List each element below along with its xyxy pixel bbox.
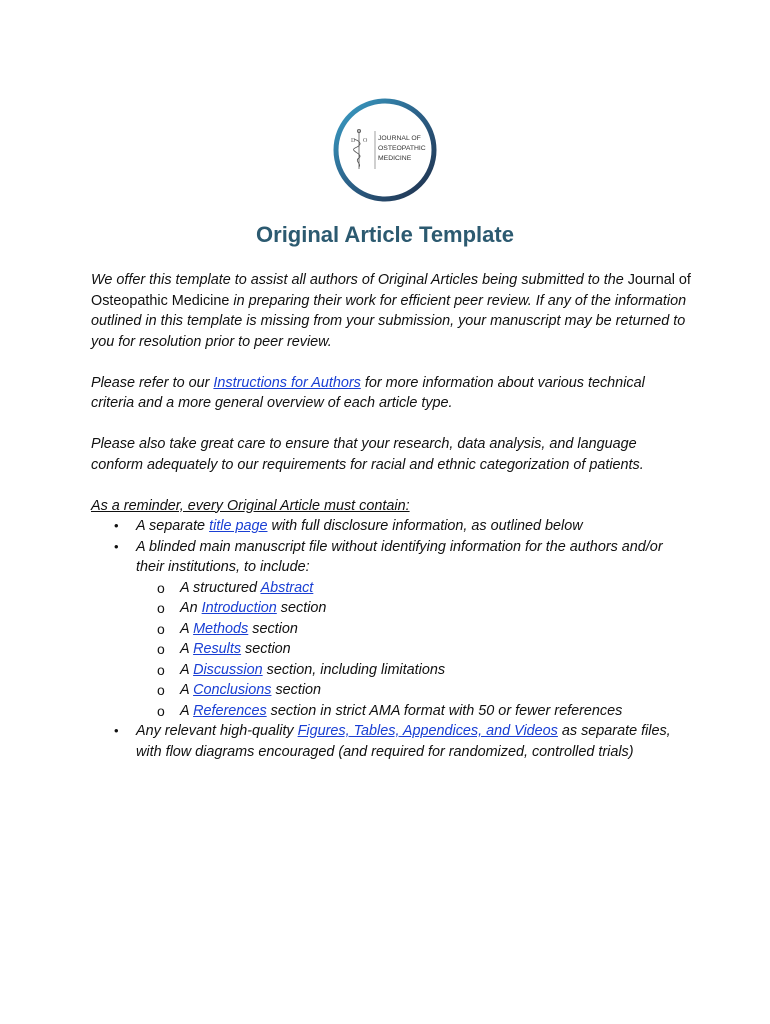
intro-paragraph-2 bbox=[91, 373, 691, 414]
logo-monogram-d: D bbox=[351, 138, 356, 144]
sub-bullet-marker: o bbox=[157, 620, 165, 637]
logo-text-line-2: OSTEOPATHIC bbox=[378, 145, 426, 152]
requirements-list bbox=[91, 516, 691, 762]
list-text: A bbox=[180, 682, 194, 698]
bullet-marker: • bbox=[114, 518, 119, 533]
sub-bullet-marker: o bbox=[157, 661, 165, 678]
journal-logo bbox=[332, 97, 438, 203]
list-item bbox=[91, 721, 691, 762]
intro-text: for more information about various technical criteria and a more general overview of each article type. bbox=[91, 374, 645, 411]
list-text: section bbox=[248, 620, 298, 637]
list-item bbox=[91, 598, 691, 619]
instructions-for-authors-link[interactable]: Instructions for Authors bbox=[213, 374, 361, 391]
list-item bbox=[91, 537, 691, 722]
abstract-link[interactable]: Abstract bbox=[260, 579, 314, 596]
document-body bbox=[91, 270, 691, 762]
document-title: Original Article Template bbox=[256, 222, 514, 247]
bullet-marker: • bbox=[114, 723, 119, 738]
list-text: A bbox=[180, 641, 194, 657]
conclusions-link[interactable]: Conclusions bbox=[193, 682, 272, 698]
list-text: section bbox=[241, 641, 291, 657]
list-item bbox=[91, 680, 691, 701]
list-text: A bbox=[180, 702, 194, 719]
sub-bullet-marker: o bbox=[157, 641, 165, 657]
logo-text-line-3: MEDICINE bbox=[378, 155, 412, 162]
list-text: section bbox=[276, 600, 327, 616]
list-item bbox=[91, 578, 691, 599]
journal-name: Journal of Osteopathic Medicine bbox=[91, 272, 691, 309]
bullet-marker: • bbox=[114, 538, 119, 554]
list-text: section, including limitations bbox=[262, 661, 446, 678]
reminder-heading: As a reminder, every Original Article must contain: bbox=[91, 497, 410, 514]
references-link[interactable]: References bbox=[193, 702, 267, 719]
logo-monogram-o: O bbox=[363, 138, 368, 144]
list-item bbox=[91, 516, 691, 537]
list-text: A blinded main manuscript file without identifying information for the authors and/or their institutions, to include: bbox=[136, 538, 663, 575]
sub-bullet-marker: o bbox=[157, 579, 165, 596]
list-item bbox=[91, 701, 691, 722]
list-text: Any relevant high-quality bbox=[136, 723, 298, 739]
sub-bullet-marker: o bbox=[157, 702, 165, 719]
list-item bbox=[91, 639, 691, 660]
list-text: as separate files, with flow diagrams encouraged (and required for randomized, controlled trials) bbox=[136, 723, 671, 760]
logo-text-line-1: JOURNAL OF bbox=[378, 135, 421, 142]
list-text: section bbox=[271, 682, 322, 698]
list-text: section in strict AMA format with 50 or fewer references bbox=[266, 702, 623, 719]
figures-tables-appendices-videos-link[interactable]: Figures, Tables, Appendices, and Videos bbox=[297, 723, 558, 739]
methods-link[interactable]: Methods bbox=[193, 620, 249, 637]
intro-paragraph-3: Please also take great care to ensure that your research, data analysis, and language conform adequately to our requirements for racial and ethnic categorization of patients. bbox=[91, 436, 644, 473]
results-link[interactable]: Results bbox=[193, 641, 242, 657]
list-text: A separate bbox=[136, 518, 210, 534]
introduction-link[interactable]: Introduction bbox=[201, 600, 277, 616]
intro-text: Please refer to our bbox=[91, 374, 214, 391]
intro-text: in preparing their work for efficient peer review. If any of the information outlined in this template is missing from your submission, your manuscript may be returned to you for resolution prior to peer review. bbox=[91, 292, 687, 350]
sub-bullet-marker: o bbox=[157, 682, 165, 698]
intro-text: We offer this template to assist all authors of Original Articles being submitted to the bbox=[91, 272, 628, 288]
list-text: A bbox=[180, 661, 194, 678]
list-text: with full disclosure information, as outlined below bbox=[267, 518, 583, 534]
list-item bbox=[91, 660, 691, 681]
sub-bullet-marker: o bbox=[157, 600, 165, 616]
list-item bbox=[91, 619, 691, 640]
list-text: An bbox=[180, 600, 202, 616]
list-text: A bbox=[180, 620, 194, 637]
caduceus-icon bbox=[354, 129, 361, 169]
title-page-link[interactable]: title page bbox=[209, 518, 268, 534]
intro-paragraph-1 bbox=[91, 270, 691, 352]
list-text: A structured bbox=[180, 579, 261, 596]
journal-logo-icon bbox=[332, 97, 438, 203]
discussion-link[interactable]: Discussion bbox=[193, 661, 263, 678]
manuscript-sections-list bbox=[136, 578, 691, 722]
